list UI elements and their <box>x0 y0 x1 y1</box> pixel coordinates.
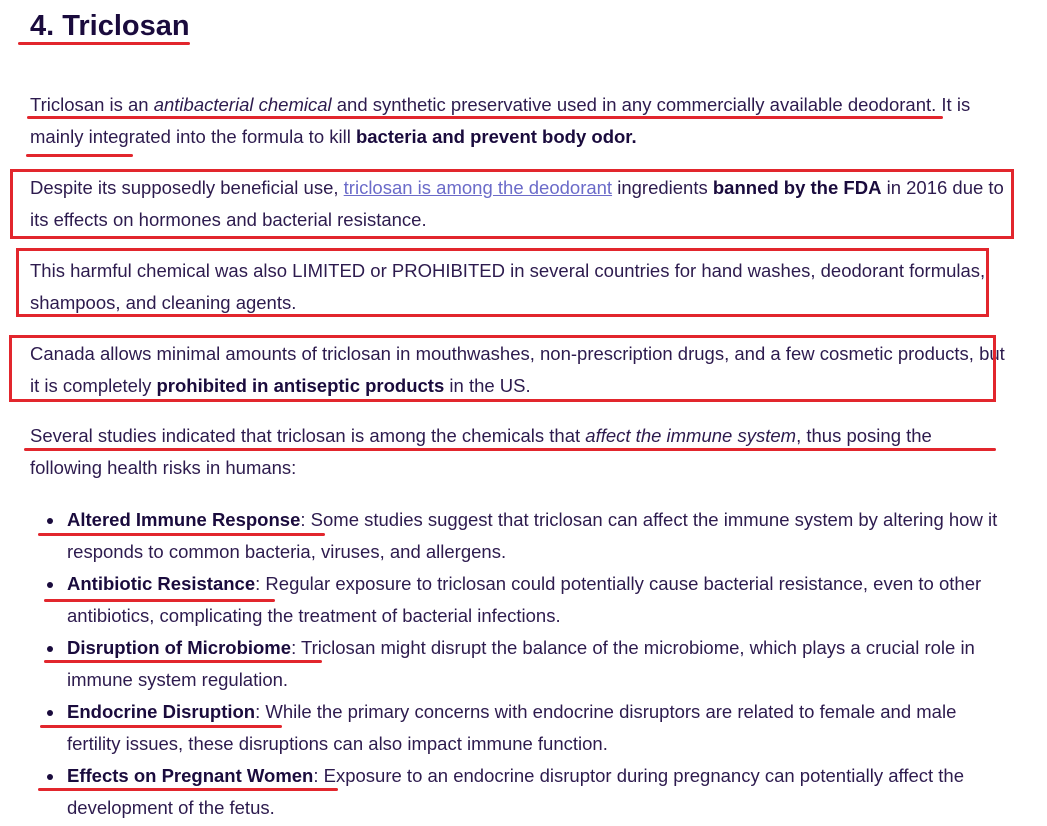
annotation-underline <box>27 116 943 119</box>
fda-ban-link[interactable]: triclosan is among the deodorant <box>343 177 613 198</box>
annotation-box <box>10 169 1014 239</box>
text: , thus posing the following health risks in humans: <box>30 425 932 478</box>
annotation-underline <box>26 154 133 157</box>
bold-text: prohibited in antiseptic products <box>156 375 445 396</box>
text: in 2016 due to its effects on hormones and bacterial resistance. <box>30 177 1004 230</box>
text: and synthetic preservative used in any commercially available deodorant. It is mainly integrated into the formula to kill <box>30 94 971 147</box>
bold-text: bacteria and prevent body odor. <box>355 126 637 147</box>
annotation-box <box>9 335 996 402</box>
risk-term: Endocrine Disruption <box>67 701 256 722</box>
text: This harmful chemical was also LIMITED or PROHIBITED in several countries for hand washes, deodorant formulas, shampoos, and cleaning agents. <box>30 260 986 313</box>
risk-description: : Triclosan might disrupt the balance of the microbiome, which plays a crucial role in immune system regulation. <box>67 637 975 690</box>
risk-description: : While the primary concerns with endocrine disruptors are related to female and male fertility issues, these disruptions can also impact immune function. <box>67 701 957 754</box>
annotation-underline <box>44 660 322 663</box>
risk-description: : Exposure to an endocrine disruptor during pregnancy can potentially affect the development of the fetus. <box>67 765 965 818</box>
risk-term: Altered Immune Response <box>67 509 301 530</box>
text: in the US. <box>444 375 531 396</box>
heading-underline <box>18 42 190 45</box>
risk-description: : Regular exposure to triclosan could potentially cause bacterial resistance, even to other antibiotics, complicating the treatment of bacterial infections. <box>67 573 982 626</box>
annotation-underline <box>44 599 275 602</box>
risk-description: : Some studies suggest that triclosan can affect the immune system by altering how it responds to common bacteria, viruses, and allergens. <box>67 509 998 562</box>
risk-term: Disruption of Microbiome <box>67 637 292 658</box>
bold-text: banned by the FDA <box>712 177 882 198</box>
risk-term: Antibiotic Resistance <box>67 573 256 594</box>
list-item <box>30 504 1005 568</box>
annotation-underline <box>508 448 996 451</box>
paragraph-studies <box>30 420 1005 484</box>
risk-term: Effects on Pregnant Women <box>67 765 314 786</box>
text: Several studies indicated that triclosan is among the chemicals that <box>30 425 586 446</box>
section-heading: 4. Triclosan <box>30 10 190 42</box>
annotation-underline <box>38 533 325 536</box>
list-item <box>30 632 1005 696</box>
emphasis: affect the immune system <box>585 425 797 446</box>
annotation-underline <box>24 448 510 451</box>
emphasis: antibacterial chemical <box>153 94 332 115</box>
paragraph-intro <box>30 89 1005 153</box>
text: ingredients <box>612 177 713 198</box>
text: Triclosan is an <box>30 94 154 115</box>
annotation-underline <box>38 788 338 791</box>
annotation-box <box>16 248 989 317</box>
annotation-underline <box>40 725 282 728</box>
list-item <box>30 696 1005 760</box>
text: Despite its supposedly beneficial use, <box>30 177 344 198</box>
list-item <box>30 760 1005 824</box>
text: Canada allows minimal amounts of triclosan in mouthwashes, non-prescription drugs, and a few cosmetic products, but it is completely <box>30 343 1005 396</box>
health-risks-list <box>30 504 1005 824</box>
